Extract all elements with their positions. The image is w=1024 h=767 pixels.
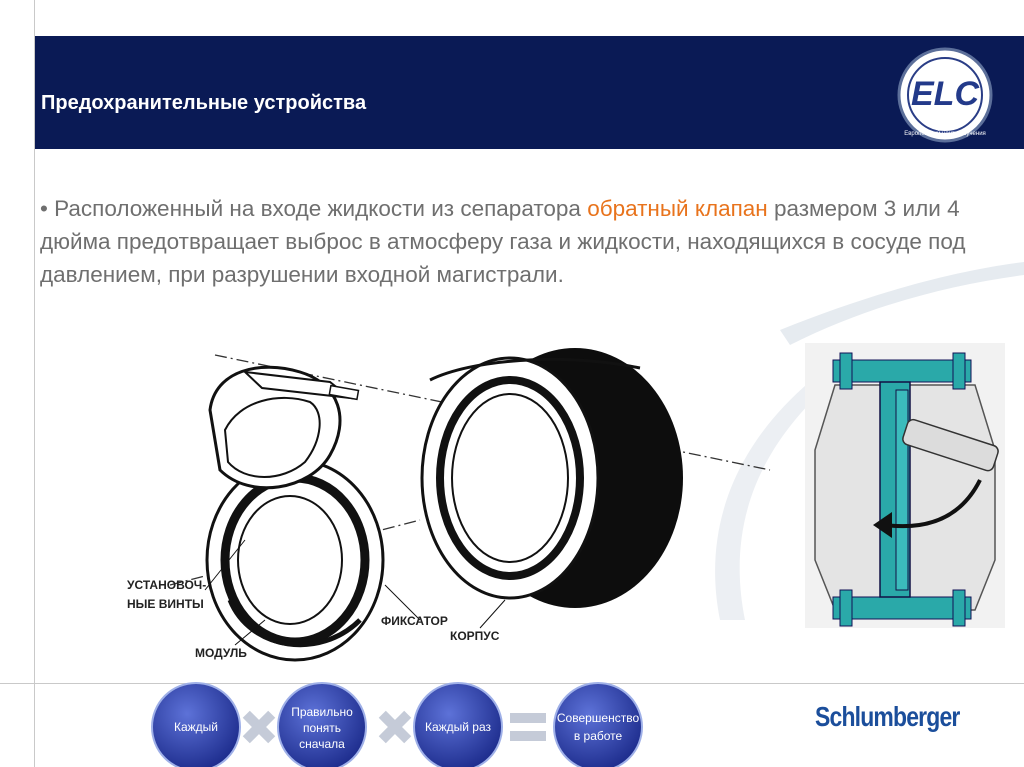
bullet-text-end: размером 3 или 4 дюйма предотвращает выброс в атмосферу газа и жидкости, находящихся в сосуде под давлением, при разрушении входной магистрали. [40, 196, 966, 287]
flow-step-4-line2: в работе [573, 729, 623, 743]
label-set-screws-2: НЫЕ ВИНТЫ [127, 597, 204, 611]
label-set-screws-1: УСТАНОВОЧ- [127, 578, 207, 592]
logo-text: ELC [911, 75, 979, 113]
flow-step-2-line2: понять [302, 721, 342, 735]
flow-step-3-label: Каждый раз [424, 720, 492, 734]
slide-title: Предохранительные устройства [41, 92, 367, 114]
flow-step-4-line1: Совершенство [556, 711, 640, 725]
flow-step-4 [554, 683, 642, 767]
label-retainer: ФИКСАТОР [381, 614, 448, 628]
flow-step-1-label: Каждый [173, 720, 219, 734]
label-module: МОДУЛЬ [195, 646, 247, 660]
logo-ring-text: Европейский центр обучения [904, 131, 986, 137]
label-body: КОРПУС [450, 629, 500, 643]
equals-icon [510, 713, 546, 741]
bullet-highlight: обратный клапан [587, 196, 768, 221]
bullet-marker: • [40, 196, 48, 221]
bullet-text-start: Расположенный на входе жидкости из сепаратора [47, 196, 588, 221]
multiply-icon-1 [243, 711, 276, 744]
flow-step-2-line3: сначала [299, 737, 345, 751]
brand-logo: Schlumberger [815, 701, 960, 732]
flow-step-2-line1: Правильно [291, 705, 353, 719]
multiply-icon-2 [379, 711, 412, 744]
